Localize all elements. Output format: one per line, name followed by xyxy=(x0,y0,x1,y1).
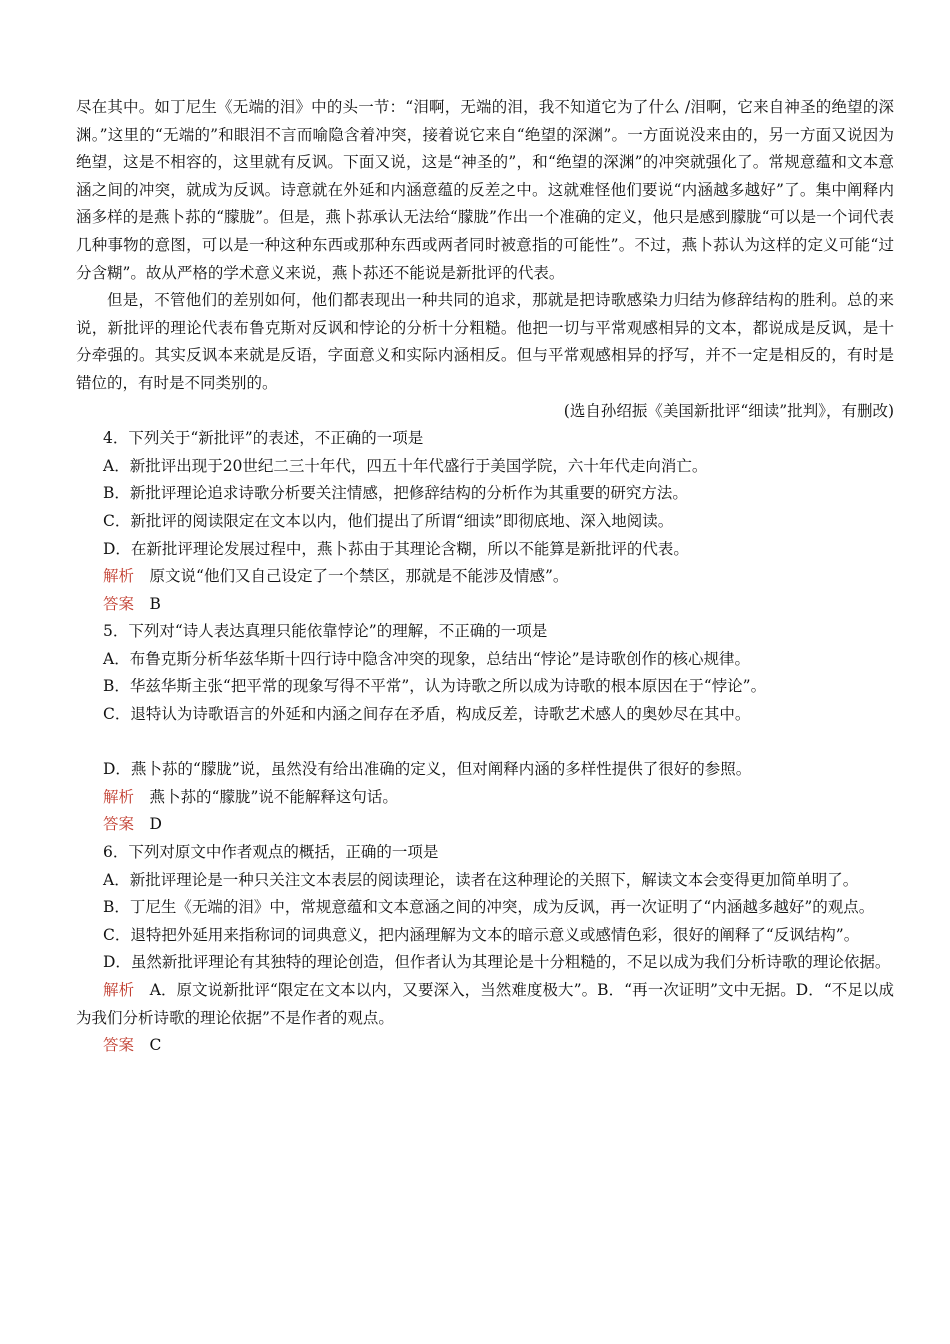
question-5-option-d: D．燕卜荪的“朦胧”说，虽然没有给出准确的定义，但对阐释内涵的多样性提供了很好的参照。 xyxy=(103,760,752,779)
question-6-option-c: C．退特把外延用来指称词的词典意义，把内涵理解为文本的暗示意义或感情色彩，很好的阐释了“反讽结构”。 xyxy=(103,925,860,944)
question-6-analysis xyxy=(76,977,894,1032)
question-4-analysis xyxy=(76,563,894,591)
analysis-label: 解析 xyxy=(103,981,135,999)
question-6-option-d: D．虽然新批评理论有其独特的理论创造，但作者认为其理论是十分粗糙的，不足以成为我们分析诗歌的理论依据。 xyxy=(103,953,891,972)
analysis-label: 解析 xyxy=(103,787,135,806)
answer-value: D xyxy=(149,815,162,834)
question-6-stem: 6．下列对原文中作者观点的概括，正确的一项是 xyxy=(103,843,439,862)
question-4-stem: 4．下列关于“新批评”的表述，不正确的一项是 xyxy=(103,429,424,448)
analysis-label: 解析 xyxy=(103,567,135,586)
question-5-answer xyxy=(76,811,894,839)
question-4-option-d: D．在新批评理论发展过程中，燕卜荪由于其理论含糊，所以不能算是新批评的代表。 xyxy=(103,539,689,558)
document-page xyxy=(76,94,894,1060)
question-6-option-b: B．丁尼生《无端的泪》中，常规意蕴和文本意涵之间的冲突，成为反讽，再一次证明了“内涵越多越好”的观点。 xyxy=(103,898,875,917)
question-5-option-b: B．华兹华斯主张“把平常的现象写得不平常”，认为诗歌之所以成为诗歌的根本原因在于“悖论”。 xyxy=(103,677,767,696)
passage-paragraph-2: 但是，不管他们的差别如何，他们都表现出一种共同的追求，那就是把诗歌感染力归结为修辞结构的胜利。总的来说，新批评的理论代表布鲁克斯对反讽和悖论的分析十分粗糙。他把一切与平常观感相异的文本，都说成是反讽，是十分牵强的。其实反讽本来就是反语，字面意义和实际内涵相反。但与平常观感相异的抒写，并不一定是相反的，有时是错位的，有时是不同类别的。 xyxy=(76,291,894,392)
question-6-option-a: A．新批评理论是一种只关注文本表层的阅读理论，读者在这种理论的关照下，解读文本会变得更加简单明了。 xyxy=(103,870,859,889)
question-5-option-c: C．退特认为诗歌语言的外延和内涵之间存在矛盾，构成反差，诗歌艺术感人的奥妙尽在其中。 xyxy=(103,705,751,724)
passage-paragraph-1: 尽在其中。如丁尼生《无端的泪》中的头一节：“泪啊，无端的泪，我不知道它为了什么 /泪啊，它来自神圣的绝望的深渊。”这里的“无端的”和眼泪不言而喻隐含着冲突，接着说它来自“绝望的深渊”。一方面说没来由的，另一方面又说因为绝望，这是不相容的，这里就有反讽。下面又说，这是“神圣的”，和“绝望的深渊”的冲突就强化了。常规意蕴和文本意涵之间的冲突，就成为反讽。诗意就在外延和内涵意蕴的反差之中。这就难怪他们要说“内涵越多越好”了。集中阐释内涵多样的是燕卜荪的“朦胧”。但是，燕卜荪承认无法给“朦胧”作出一个准确的定义，他只是感到朦胧“可以是一个词代表几种事物的意图，可以是一种这种东西或那种东西或两者同时被意指的可能性”。不过，燕卜荪认为这样的定义可能“过分含糊”。故从严格的学术意义来说，燕卜荪还不能说是新批评的代表。 xyxy=(76,98,894,282)
passage-source: (选自孙绍振《美国新批评“细读”批判》，有删改) xyxy=(563,401,894,420)
analysis-text: A．原文说新批评“限定在文本以内，又要深入，当然难度极大”。B．“再一次证明”文中无据。D．“不足以成为我们分析诗歌的理论依据”不是作者的观点。 xyxy=(76,981,894,1027)
question-5-stem: 5．下列对“诗人表达真理只能依靠悖论”的理解，不正确的一项是 xyxy=(103,622,548,641)
question-4-option-a: A．新批评出现于20世纪二三十年代，四五十年代盛行于美国学院，六十年代走向消亡。 xyxy=(103,456,708,475)
question-4-option-b: B．新批评理论追求诗歌分析要关注情感，把修辞结构的分析作为其重要的研究方法。 xyxy=(103,484,688,503)
answer-label: 答案 xyxy=(103,815,135,834)
question-4-answer xyxy=(76,591,894,619)
answer-label: 答案 xyxy=(103,1036,135,1055)
question-6-answer xyxy=(76,1032,894,1060)
analysis-text: 原文说“他们又自己设定了一个禁区，那就是不能涉及情感”。 xyxy=(149,567,569,586)
question-4-option-c: C．新批评的阅读限定在文本以内，他们提出了所谓“细读”即彻底地、深入地阅读。 xyxy=(103,511,674,530)
question-5-option-a: A．布鲁克斯分析华兹华斯十四行诗中隐含冲突的现象，总结出“悖论”是诗歌创作的核心规律。 xyxy=(103,649,751,668)
answer-value: C xyxy=(149,1036,162,1055)
analysis-text: 燕卜荪的“朦胧”说不能解释这句话。 xyxy=(149,787,398,806)
question-5-analysis xyxy=(76,784,894,812)
blank-line xyxy=(76,729,894,757)
answer-label: 答案 xyxy=(103,594,135,613)
answer-value: B xyxy=(149,594,161,613)
